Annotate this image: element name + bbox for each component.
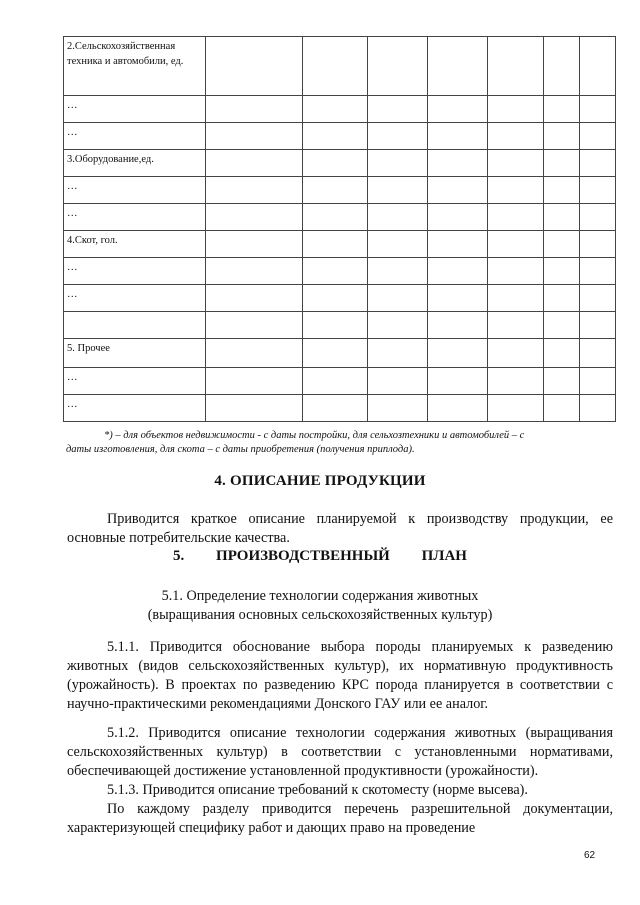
table-cell xyxy=(303,37,368,96)
table-cell xyxy=(488,150,544,177)
table-cell xyxy=(580,339,616,368)
table-cell xyxy=(580,285,616,312)
table-cell xyxy=(544,339,580,368)
table-cell xyxy=(368,123,428,150)
table-cell xyxy=(428,123,488,150)
table-cell xyxy=(206,395,303,422)
table-cell xyxy=(206,96,303,123)
table-cell xyxy=(368,258,428,285)
table-cell xyxy=(368,312,428,339)
table-cell xyxy=(428,312,488,339)
subsection-5-1-title-line-2: (выращивания основных сельскохозяйственных культур) xyxy=(147,607,493,623)
table-cell xyxy=(488,177,544,204)
table-cell xyxy=(206,368,303,395)
table-cell xyxy=(303,258,368,285)
assets-table xyxy=(63,36,616,422)
table-row-label: … xyxy=(64,177,206,204)
table-cell xyxy=(428,231,488,258)
table-cell xyxy=(428,258,488,285)
subsection-5-1-title-line-1: 5.1. Определение технологии содержания животных xyxy=(161,588,479,604)
table-row-label: … xyxy=(64,368,206,395)
table-cell xyxy=(544,368,580,395)
table-cell xyxy=(206,231,303,258)
table-cell xyxy=(488,204,544,231)
table-cell xyxy=(544,312,580,339)
table-cell xyxy=(488,123,544,150)
table-cell xyxy=(303,123,368,150)
table-row xyxy=(64,37,616,96)
table-cell xyxy=(580,150,616,177)
table-row-label xyxy=(64,312,206,339)
table-row xyxy=(64,285,616,312)
table-cell xyxy=(206,150,303,177)
footnote-line-2: даты изготовления, для скота – с даты приобретения (получения приплода). xyxy=(66,444,415,455)
table-group-label: 3.Оборудование,ед. xyxy=(64,150,206,177)
paragraph-5-1-1: 5.1.1. Приводится обоснование выбора породы планируемых к разведению животных (видов сельскохозяйственных культур), их нормативную продуктивность (урожайность). В проектах по разведению КРС порода планируется в соответствии с научно-практическими рекомендациями Донского ГАУ или ее аналог. xyxy=(67,639,613,712)
table-cell xyxy=(206,339,303,368)
table-row xyxy=(64,177,616,204)
table-cell xyxy=(303,368,368,395)
paragraph-permits: По каждому разделу приводится перечень разрешительной документации, характеризующей специфику работ и дающих право на проведение xyxy=(67,801,613,836)
table-row-label: … xyxy=(64,96,206,123)
footnote-line-1: *) – для объектов недвижимости - с даты постройки, для сельхозтехники и автомобилей – с xyxy=(104,430,525,441)
table-cell xyxy=(580,96,616,123)
table-row xyxy=(64,258,616,285)
table-cell xyxy=(544,123,580,150)
table-cell xyxy=(544,37,580,96)
table-cell xyxy=(368,368,428,395)
section-4-title: 4. ОПИСАНИЕ ПРОДУКЦИИ xyxy=(214,473,426,489)
table-cell xyxy=(368,150,428,177)
table-cell xyxy=(428,37,488,96)
table-cell xyxy=(206,177,303,204)
table-group-label: 4.Скот, гол. xyxy=(64,231,206,258)
table-cell xyxy=(428,150,488,177)
table-cell xyxy=(206,123,303,150)
table-cell xyxy=(580,312,616,339)
table-row-label: … xyxy=(64,204,206,231)
table-cell xyxy=(580,368,616,395)
section-4-body: Приводится краткое описание планируемой к производству продукции, ее основные потребительские качества. xyxy=(67,511,613,546)
page-number: 62 xyxy=(584,850,596,861)
table-cell xyxy=(368,395,428,422)
table-row xyxy=(64,339,616,368)
table-cell xyxy=(303,312,368,339)
table-group-label: 2.Сельскохозяйственная техника и автомобили, ед. xyxy=(64,37,206,96)
table-row xyxy=(64,150,616,177)
table-cell xyxy=(544,258,580,285)
table-cell xyxy=(544,231,580,258)
table-cell xyxy=(544,177,580,204)
table-cell xyxy=(580,37,616,96)
table-cell xyxy=(206,204,303,231)
table-row xyxy=(64,204,616,231)
table-cell xyxy=(488,37,544,96)
table-cell xyxy=(488,96,544,123)
table-cell xyxy=(303,150,368,177)
assets-table-body xyxy=(64,37,616,422)
table-cell xyxy=(428,395,488,422)
table-row-label: … xyxy=(64,123,206,150)
table-cell xyxy=(428,204,488,231)
table-cell xyxy=(580,231,616,258)
table-cell xyxy=(428,368,488,395)
table-cell xyxy=(368,177,428,204)
table-cell xyxy=(303,96,368,123)
table-row-label: … xyxy=(64,258,206,285)
table-cell xyxy=(488,339,544,368)
table-cell xyxy=(428,96,488,123)
table-cell xyxy=(488,258,544,285)
table-cell xyxy=(488,285,544,312)
table-cell xyxy=(303,395,368,422)
table-cell xyxy=(544,285,580,312)
table-cell xyxy=(544,204,580,231)
table-row-label: … xyxy=(64,285,206,312)
table-cell xyxy=(580,258,616,285)
table-cell xyxy=(580,395,616,422)
table-cell xyxy=(206,312,303,339)
table-cell xyxy=(544,150,580,177)
table-footnote xyxy=(66,429,614,457)
table-row xyxy=(64,231,616,258)
table-group-label: 5. Прочее xyxy=(64,339,206,368)
table-cell xyxy=(206,37,303,96)
table-cell xyxy=(580,177,616,204)
table-row xyxy=(64,368,616,395)
table-cell xyxy=(428,339,488,368)
table-row-label: … xyxy=(64,395,206,422)
table-cell xyxy=(368,37,428,96)
table-cell xyxy=(368,285,428,312)
table-cell xyxy=(488,231,544,258)
table-cell xyxy=(488,368,544,395)
table-cell xyxy=(303,285,368,312)
table-cell xyxy=(303,204,368,231)
table-cell xyxy=(206,258,303,285)
table-cell xyxy=(580,204,616,231)
table-cell xyxy=(368,339,428,368)
table-cell xyxy=(428,285,488,312)
table-cell xyxy=(544,395,580,422)
table-cell xyxy=(488,312,544,339)
section-5-title: 5. ПРОИЗВОДСТВЕННЫЙ ПЛАН xyxy=(173,548,467,564)
table-cell xyxy=(368,231,428,258)
table-row xyxy=(64,312,616,339)
table-cell xyxy=(303,231,368,258)
table-cell xyxy=(428,177,488,204)
table-cell xyxy=(368,96,428,123)
table-cell xyxy=(368,204,428,231)
table-cell xyxy=(303,339,368,368)
table-row xyxy=(64,123,616,150)
paragraph-5-1-2: 5.1.2. Приводится описание технологии содержания животных (выращивания сельскохозяйственных культур) в соответствии с установленными нормативами, обеспечивающей достижение установленной продуктивности (урожайности). xyxy=(67,725,613,779)
table-cell xyxy=(544,96,580,123)
table-row xyxy=(64,96,616,123)
table-cell xyxy=(488,395,544,422)
table-cell xyxy=(580,123,616,150)
paragraph-5-1-3: 5.1.3. Приводится описание требований к скотоместу (норме высева). xyxy=(107,782,528,798)
table-row xyxy=(64,395,616,422)
table-cell xyxy=(206,285,303,312)
table-cell xyxy=(303,177,368,204)
